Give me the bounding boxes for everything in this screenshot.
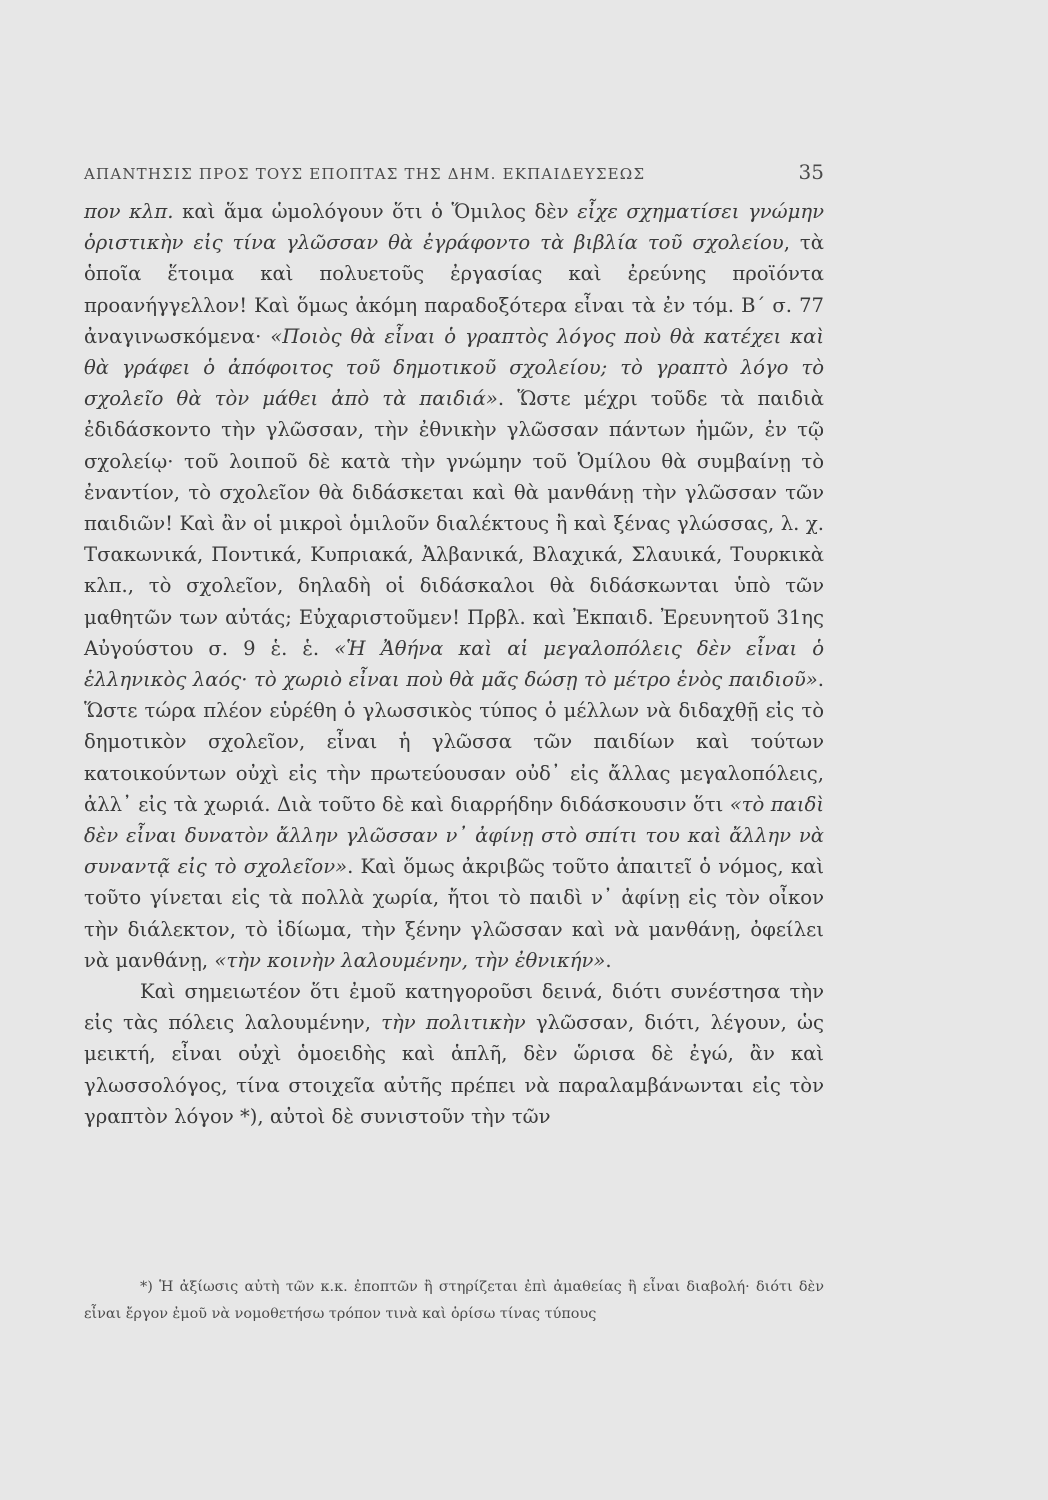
text-run: καὶ ἅμα ὡμολόγουν ὅτι ὁ Ὅμιλος δὲν — [182, 200, 578, 223]
paragraph-2 — [84, 976, 824, 1132]
text-run: «Ἡ Ἀθήνα καὶ αἱ μεγαλοπόλεις δὲν εἶναι ὁ ἑλληνικὸς λαός· τὸ χωριὸ εἶναι ποὺ θὰ μᾶς δώσῃ τὸ μέτρο ἑνὸς παιδιοῦ» — [84, 636, 824, 692]
text-run: Καὶ σημειωτέον ὅτι ἐμοῦ κατηγοροῦσι δεινά, διότι συνέστησα τὴν εἰς τὰς πόλεις λαλουμένην, — [84, 980, 824, 1035]
paragraph-1 — [84, 196, 824, 976]
text-run: «τὸ παιδὶ δὲν εἶναι δυνατὸν ἄλλην γλῶσσαν ν᾿ ἀφίνῃ στὸ σπίτι του καὶ ἄλλην νὰ συναντᾷ εἰς τὸ σχολεῖον» — [84, 792, 825, 879]
main-text — [84, 196, 824, 1132]
footnote-text: *) Ἡ ἀξίωσις αὐτὴ τῶν κ.κ. ἐποπτῶν ἢ στηρίζεται ἐπὶ ἀμαθείας ἢ εἶναι διαβολή· διότι δὲν εἶναι ἔργον ἐμοῦ νὰ νομοθετήσω τρόπον τινὰ καὶ ὁρίσω τίνας τύπους — [84, 1279, 824, 1322]
text-run: . Καὶ ὅμως ἀκριβῶς τοῦτο ἀπαιτεῖ ὁ νόμος, καὶ τοῦτο γίνεται εἰς τὰ πολλὰ χωρία, ἤτοι τὸ παιδὶ ν᾿ ἀφίνῃ εἰς τὸν οἶκον τὴν διάλεκτον, τὸ ἰδίωμα, τὴν ξένην γλῶσσαν καὶ νὰ μανθάνῃ, ὀφείλει νὰ μανθάνῃ, — [84, 855, 824, 972]
footnote — [84, 1274, 824, 1328]
text-run: γλῶσσαν, διότι, λέγουν, ὡς μεικτή, εἶναι οὐχὶ ὁμοειδὴς καὶ ἁπλῆ, δὲν ὥρισα δὲ ἐγώ, ἂν καὶ γλωσσολόγος, τίνα στοιχεῖα αὐτῆς πρέπει νὰ παραλαμβάνωνται εἰς τὸν γραπτὸν λόγον *), αὐτοὶ δὲ συνιστοῦν τὴν τῶν — [84, 1011, 824, 1128]
text-run: . Ὥστε τώρα πλέον εὑρέθη ὁ γλωσσικὸς τύπος ὁ μέλλων νὰ διδαχθῇ εἰς τὸ δημοτικὸν σχολεῖον, εἶναι ἡ γλῶσσα τῶν παιδίων καὶ τούτων κατοικούντων οὐχὶ εἰς τὴν πρωτεύουσαν οὐδ᾿ εἰς ἄλλας μεγαλοπόλεις, ἀλλ᾿ εἰς τὰ χωριά. Διὰ τοῦτο δὲ καὶ διαρρήδην διδάσκουσιν ὅτι — [84, 668, 824, 816]
text-run: πον κλπ. — [84, 200, 183, 223]
text-run: . Ὥστε μέχρι τοῦδε τὰ παιδιὰ ἐδιδάσκοντο τὴν γλῶσσαν, τὴν ἐθνικὴν γλῶσσαν πάντων ἡμῶν, ἐν τῷ σχολείῳ· τοῦ λοιποῦ δὲ κατὰ τὴν γνώμην τοῦ Ὁμίλου θὰ συμβαίνῃ τὸ ἐναντίον, τὸ σχολεῖον θὰ διδάσκεται καὶ θὰ μανθάνῃ τὴν γλῶσσαν τῶν παιδιῶν! Καὶ ἂν οἱ μικροὶ ὁμιλοῦν διαλέκτους ἢ καὶ ξένας γλώσσας, λ. χ. Τσακωνικά, Ποντικά, Κυπριακά, Ἀλβανικά, Βλαχικά, Σλαυικά, Τουρκικὰ κλπ., τὸ σχολεῖον, δηλαδὴ οἱ διδάσκαλοι θὰ διδάσκωνται ὑπὸ τῶν μαθητῶν των αὐτάς; Εὐχαριστοῦμεν! Πρβλ. καὶ Ἐκπαιδ. Ἐρευνητοῦ 31ης Αὐγούστου σ. 9 ἑ. ἑ. — [84, 387, 824, 660]
running-header — [84, 160, 824, 184]
text-run: «Ποιὸς θὰ εἶναι ὁ γραπτὸς λόγος ποὺ θὰ κατέχει καὶ θὰ γράφει ὁ ἀπόφοιτος τοῦ δημοτικοῦ σχολείου; τὸ γραπτὸ λόγο τὸ σχολεῖο θὰ τὸν μάθει ἀπὸ τὰ παιδιά» — [84, 324, 825, 411]
text-run: . — [605, 948, 612, 972]
page-number: 35 — [798, 160, 824, 184]
text-run: «τὴν κοινὴν λαλουμένην, τὴν ἐθνικήν» — [214, 948, 606, 972]
text-run: τὴν πολιτικὴν — [381, 1011, 526, 1035]
running-title: ΑΠΑΝΤΗΣΙΣ ΠΡΟΣ ΤΟΥΣ ΕΠΟΠΤΑΣ ΤΗΣ ΔΗΜ. ΕΚΠΑΙΔΕΥΣΕΩΣ — [84, 165, 646, 183]
text-run: εἶχε σχηματίσει γνώμην ὁριστικὴν εἰς τίνα γλῶσσαν θὰ ἐγράφοντο τὰ βιβλία τοῦ σχολείου — [84, 200, 825, 255]
text-run: , τὰ ὁποῖα ἕτοιμα καὶ πολυετοῦς ἐργασίας καὶ ἐρεύνης προϊόντα προανήγγελλον! Καὶ ὅμως ἀκόμη παραδοξότερα εἶναι τὰ ἐν τόμ. Β΄ σ. 77 ἀναγινωσκόμενα· — [84, 231, 824, 348]
